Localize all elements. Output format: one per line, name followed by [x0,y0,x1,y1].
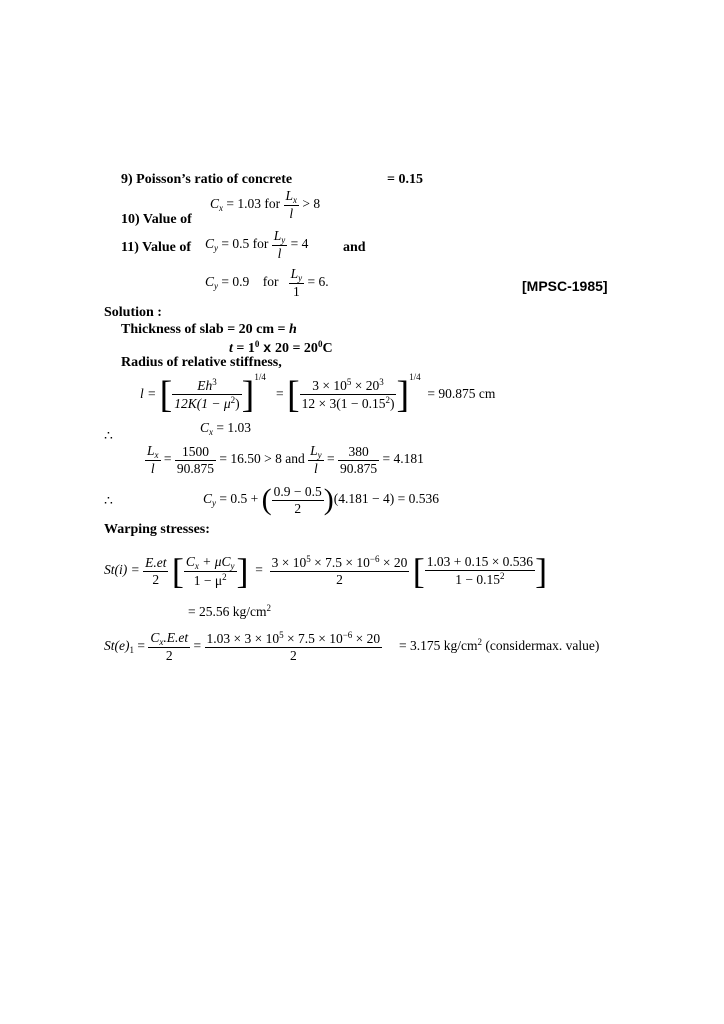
item11b-fraction: $\frac{L_y}{1}$ [290,266,303,299]
source-tag: [MPSC-1985] [522,278,608,294]
radius-equation: l = [ $\frac{Eh^3}{12K(1 - \mu^2)}$ ]$^{1/4}$ = [ $\frac{3 \times 10^5 \times 20^3}{12 \times 3(1 - 0.15^2)}$ ]$^{1/4}$ = 90.875 cm [140,372,496,416]
temperature-line: $t = 1^0$ x $20 = 20^0C$ [229,339,333,356]
item10-label: 10) Value of [121,212,192,227]
item10-fraction: $\frac{L_x}{l}$ [285,188,298,221]
item9-label: 9) Poisson’s ratio of concrete [121,172,293,187]
item11-fraction: $\frac{L_y}{l}$ [273,228,286,261]
item11-label: 11) Value of [121,240,192,255]
radius-label: Radius of relative stiffness, [121,355,282,370]
solution-heading: Solution : [104,305,162,320]
item11-expr: $C_y = 0.5$ for $\frac{L_y}{l}$ = 4 [205,228,309,261]
ratio-equation: $\frac{L_x}{l}$ = $\frac{1500}{90.875}$ = 16.50 > 8 and $\frac{L_y}{l}$ = $\frac{380}{90.875}$ = 4.181 [147,443,424,476]
therefore-symbol-1: ∴ [104,429,113,444]
cy-equation: $C_y = 0.5$ + ( $\frac{0.9 - 0.5}{2}$ )(4.181 − 4) = 0.536 [203,483,439,516]
item11-and: and [343,240,366,255]
thickness-line: Thickness of slab = 20 cm = h [121,322,297,337]
item10-expr: $C_x = 1.03$ for $\frac{L_x}{l}$ > 8 [210,188,321,221]
st-i-equation: St(i) = $\frac{E.et}{2}$ [ $\frac{C_x + \mu C_y}{1 - \mu^2}$ ] = $\frac{3 \times 10^5 \times 7.5 \times 10^{-6} \times 20}{2}$ [ $\frac{1.03 + 0.15 \times 0.536}{1 - 0.15^2}$ ] [104,551,548,591]
item11b-expr: $C_y = 0.9$ for $\frac{L_y}{1}$ = 6. [205,266,329,299]
warping-heading: Warping stresses: [104,522,210,537]
st-i-result: = 25.56 $kg/cm^2$ [188,603,271,619]
therefore-symbol-2: ∴ [104,494,113,509]
item9-value: = 0.15 [387,172,423,187]
cx-line: $C_x = 1.03$ [200,420,252,437]
st-e-equation: $St(e)_1$ = $\frac{C_x.E.et}{2}$ = $\frac{1.03 \times 3 \times 10^5 \times 7.5 \times 10^{-6} \times 20}{2}$ = 3.175 $kg/cm^2$ (considermax. value) [104,630,600,663]
